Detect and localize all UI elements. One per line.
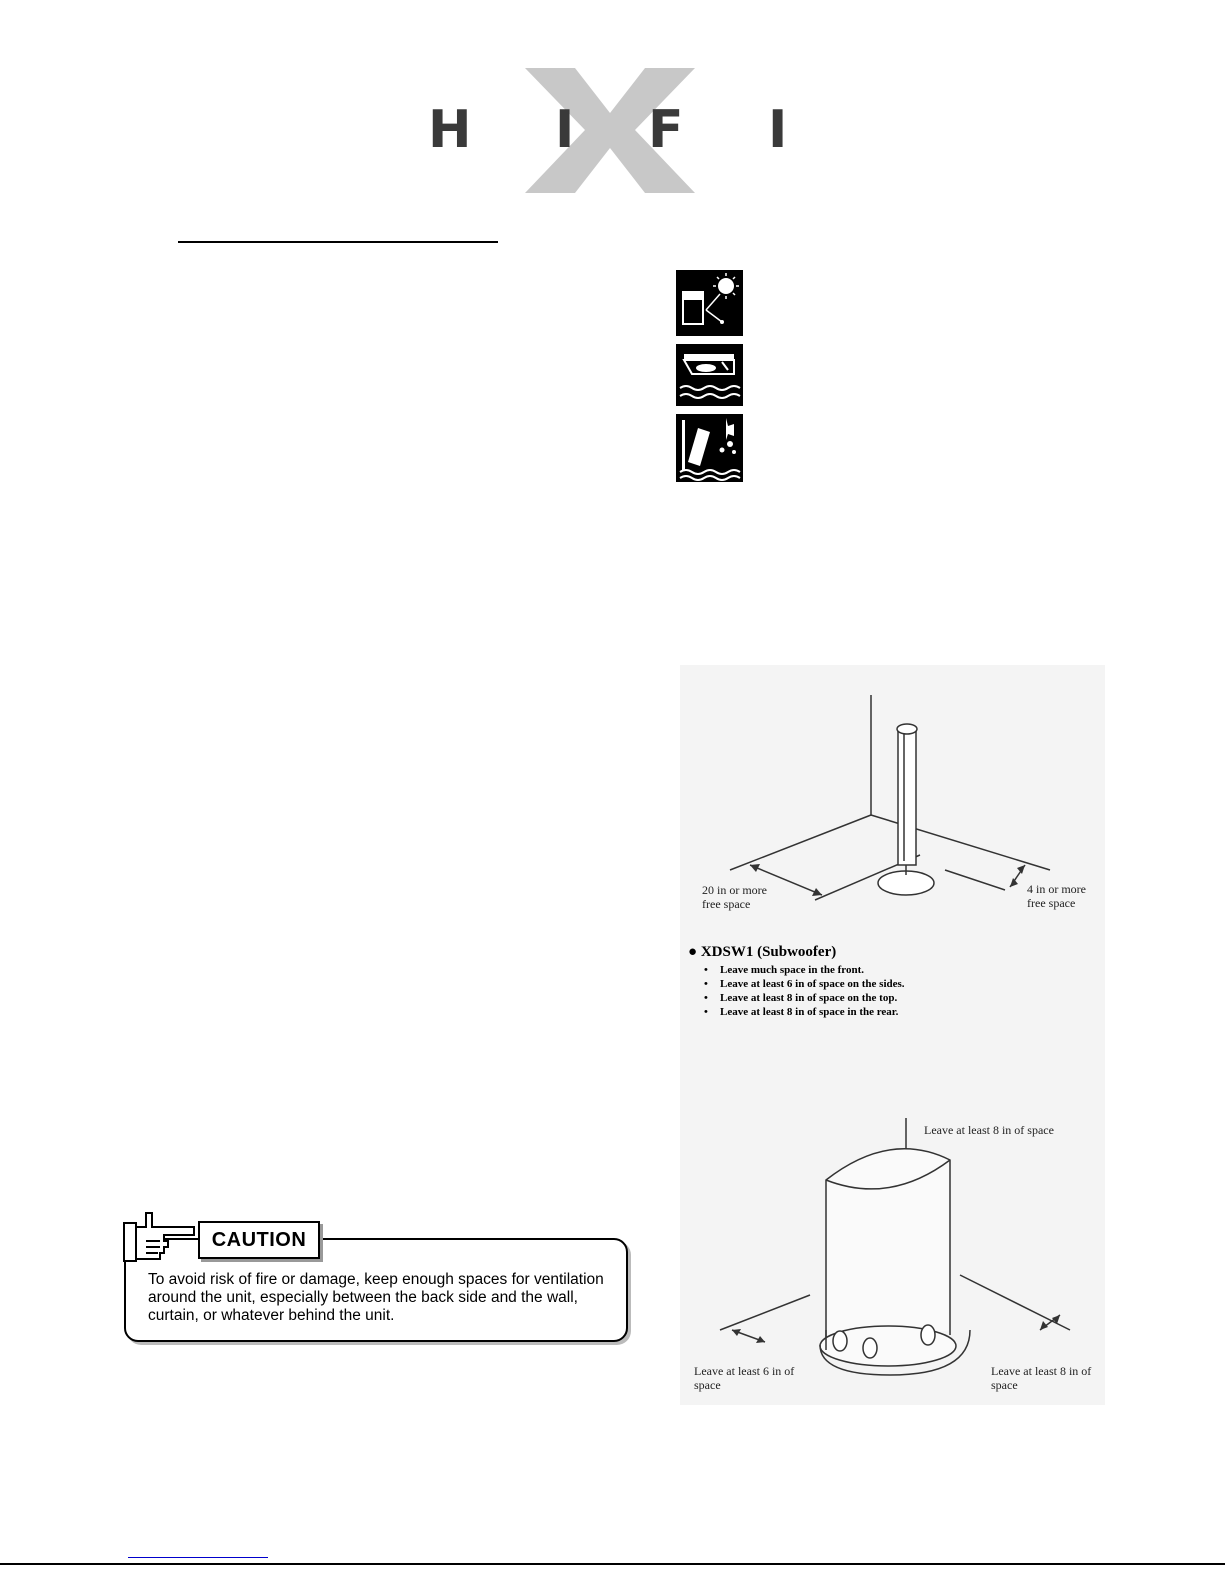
logo-letter-i-2: I: [768, 100, 788, 160]
caution-text: To avoid risk of fire or damage, keep enough spaces for ventilation around the unit, especially between the back side and the wall, curtain, or whatever behind the unit.: [148, 1271, 604, 1324]
section-title-rule: [178, 241, 498, 243]
spill-liquid-icon: [676, 414, 743, 482]
list-item: • Leave at least 8 in of space in the rear.: [704, 1005, 905, 1019]
top-clearance-label: Leave at least 8 in of space: [924, 1123, 1054, 1137]
turntable-moisture-icon: [676, 344, 743, 406]
side-clearance-label: 4 in or more free space: [1027, 882, 1086, 910]
list-item: • Leave at least 8 in of space on the top.: [704, 991, 905, 1005]
subwoofer-title: ● XDSW1 (Subwoofer): [688, 944, 837, 960]
sunlight-heat-icon: [676, 270, 743, 336]
logo-letter-h: H: [428, 100, 472, 160]
subwoofer-placement-figure: [680, 1030, 1105, 1405]
list-item: • Leave at least 6 in of space on the sides.: [704, 977, 905, 991]
pointing-hand-icon: [120, 1205, 198, 1265]
speaker-placement-figure: [680, 665, 1105, 930]
side-clearance-label: Leave at least 6 in of space: [694, 1364, 795, 1392]
logo-letter-f: F: [648, 100, 684, 160]
brand-logo: [420, 60, 800, 200]
subwoofer-note-list: [704, 963, 905, 1019]
list-item: • Leave much space in the front.: [704, 963, 905, 977]
rear-clearance-label: Leave at least 8 in of space: [991, 1364, 1092, 1392]
subwoofer-notes: [680, 930, 1105, 1030]
footer-link[interactable]: [128, 1557, 268, 1558]
caution-box: [120, 1205, 630, 1345]
caution-label: CAUTION: [198, 1221, 320, 1259]
front-clearance-label: 20 in or more free space: [702, 883, 767, 911]
logo-letter-i: I: [555, 100, 575, 160]
footer-rule: [0, 1563, 1225, 1565]
